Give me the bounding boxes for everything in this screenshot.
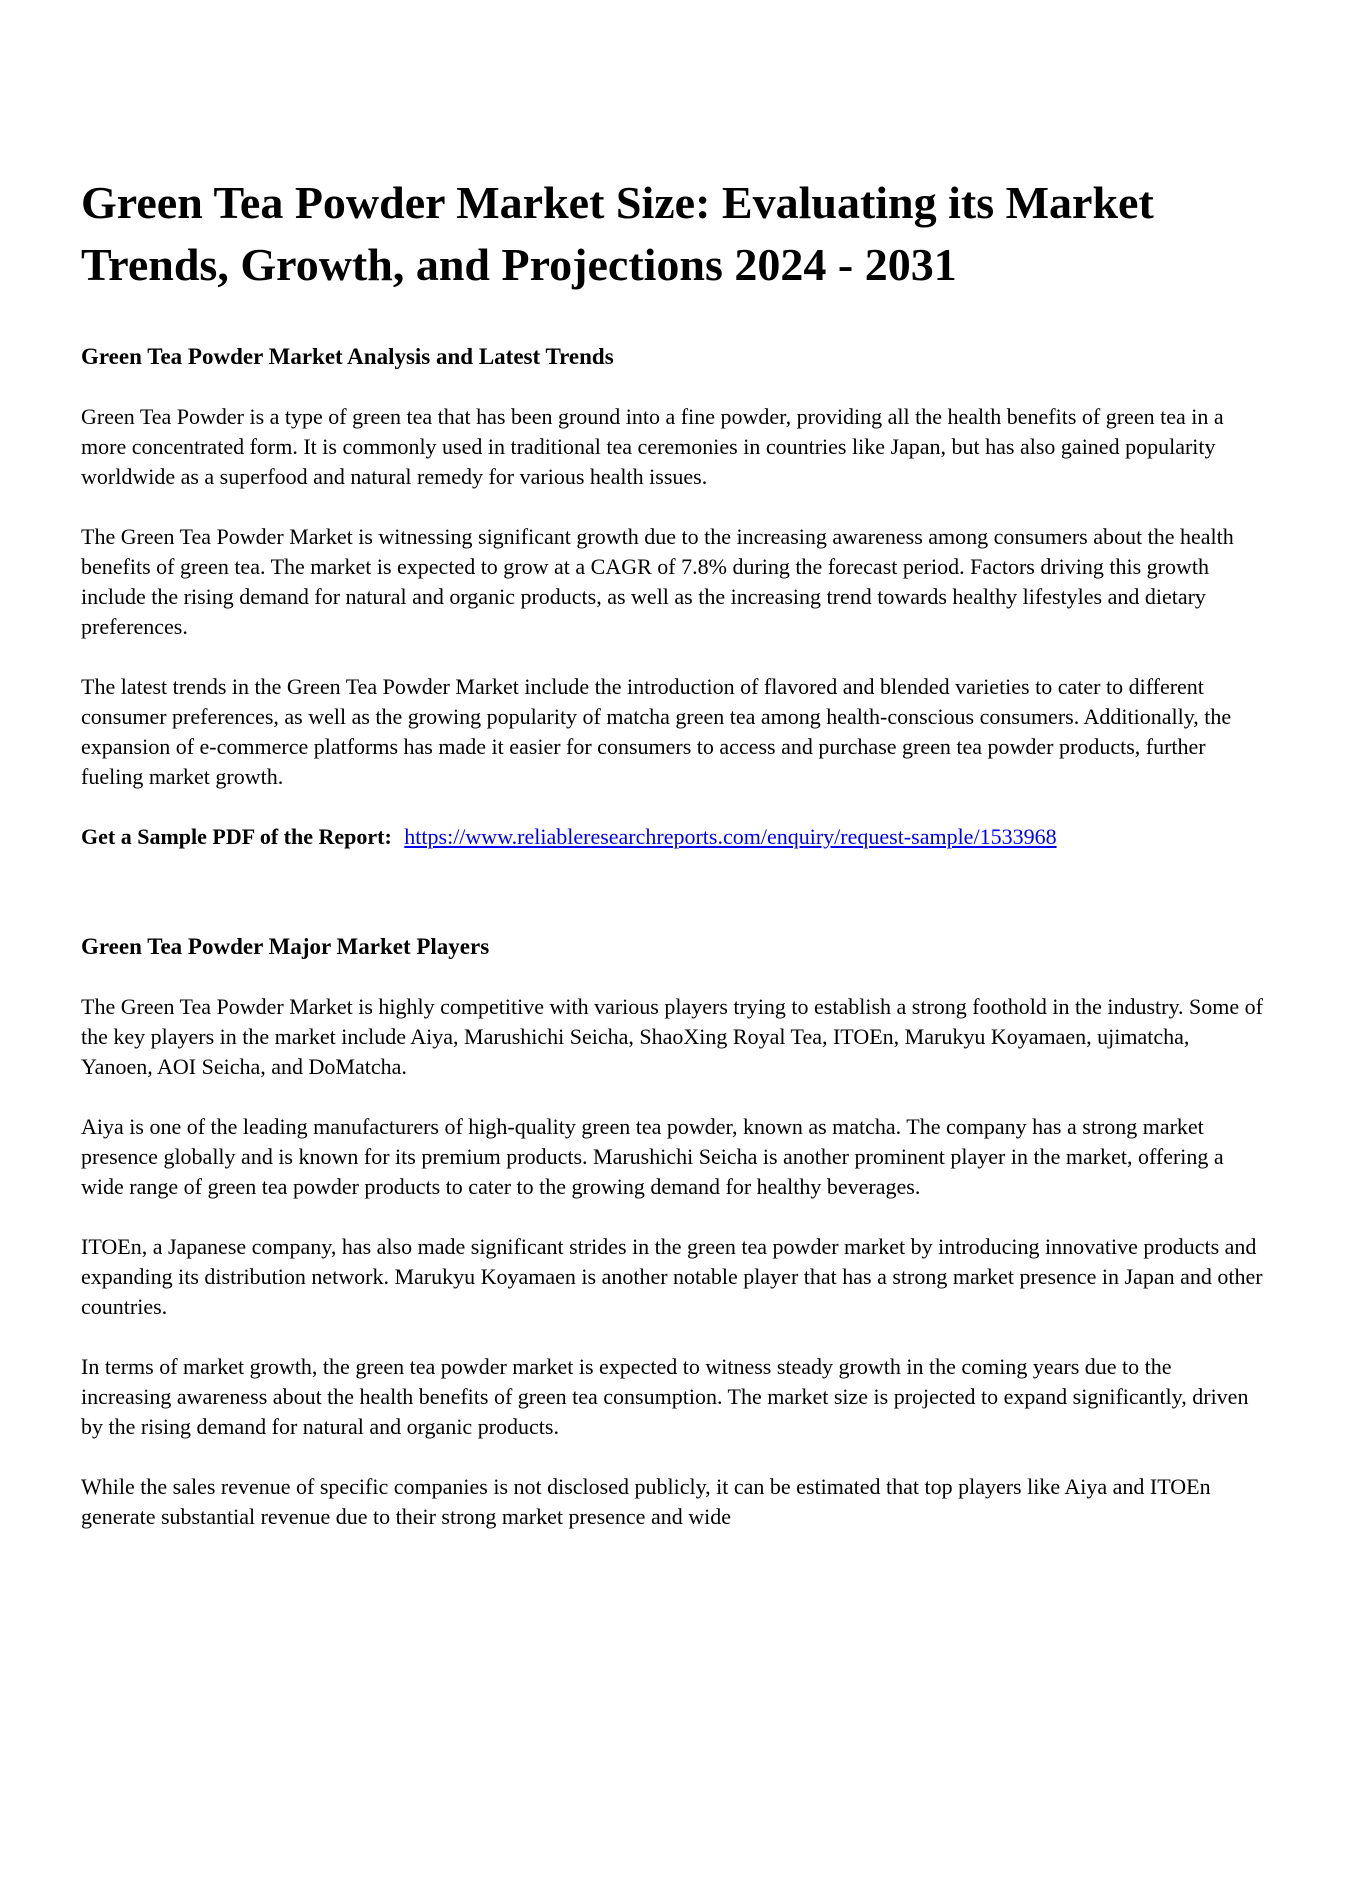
- sample-report-line: [81, 822, 1264, 852]
- players-paragraph-1: The Green Tea Powder Market is highly competitive with various players trying to establish a strong foothold in the industry. Some of the key players in the market include Aiya, Marushichi Seicha, ShaoXing Royal Tea, ITOEn, Marukyu Koyamaen, ujimatcha, Yanoen, AOI Seicha, and DoMatcha.: [81, 994, 1263, 1079]
- players-section-heading: Green Tea Powder Major Market Players: [81, 934, 490, 959]
- players-paragraph-3: ITOEn, a Japanese company, has also made significant strides in the green tea powder market by introducing innovative products and expanding its distribution network. Marukyu Koyamaen is another notable player that has a strong market presence in Japan and other countries.: [81, 1234, 1263, 1319]
- players-paragraph-5: While the sales revenue of specific companies is not disclosed publicly, it can be estimated that top players like Aiya and ITOEn generate substantial revenue due to their strong market presence and wide: [81, 1474, 1211, 1529]
- players-paragraph-2: Aiya is one of the leading manufacturers of high-quality green tea powder, known as matcha. The company has a strong market presence globally and is known for its premium products. Marushichi Seicha is another prominent player in the market, offering a wide range of green tea powder products to cater to the growing demand for healthy beverages.: [81, 1114, 1224, 1199]
- sample-report-label: Get a Sample PDF of the Report:: [81, 824, 392, 849]
- analysis-section-heading: Green Tea Powder Market Analysis and Latest Trends: [81, 344, 614, 369]
- analysis-paragraph-2: The Green Tea Powder Market is witnessing significant growth due to the increasing awareness among consumers about the health benefits of green tea. The market is expected to grow at a CAGR of 7.8% during the forecast period. Factors driving this growth include the rising demand for natural and organic products, as well as the increasing trend towards healthy lifestyles and dietary preferences.: [81, 524, 1234, 639]
- analysis-paragraph-1: Green Tea Powder is a type of green tea that has been ground into a fine powder, providing all the health benefits of green tea in a more concentrated form. It is commonly used in traditional tea ceremonies in countries like Japan, but has also gained popularity worldwide as a superfood and natural remedy for various health issues.: [81, 404, 1224, 489]
- players-paragraph-4: In terms of market growth, the green tea powder market is expected to witness steady growth in the coming years due to the increasing awareness about the health benefits of green tea consumption. The market size is projected to expand significantly, driven by the rising demand for natural and organic products.: [81, 1354, 1249, 1439]
- page-title: Green Tea Powder Market Size: Evaluating its Market Trends, Growth, and Projections 2024 - 2031: [81, 177, 1154, 290]
- sample-report-link[interactable]: https://www.reliableresearchreports.com/enquiry/request-sample/1533968: [404, 824, 1057, 849]
- analysis-paragraph-3: The latest trends in the Green Tea Powder Market include the introduction of flavored and blended varieties to cater to different consumer preferences, as well as the growing popularity of matcha green tea among health-conscious consumers. Additionally, the expansion of e-commerce platforms has made it easier for consumers to access and purchase green tea powder products, further fueling market growth.: [81, 674, 1232, 789]
